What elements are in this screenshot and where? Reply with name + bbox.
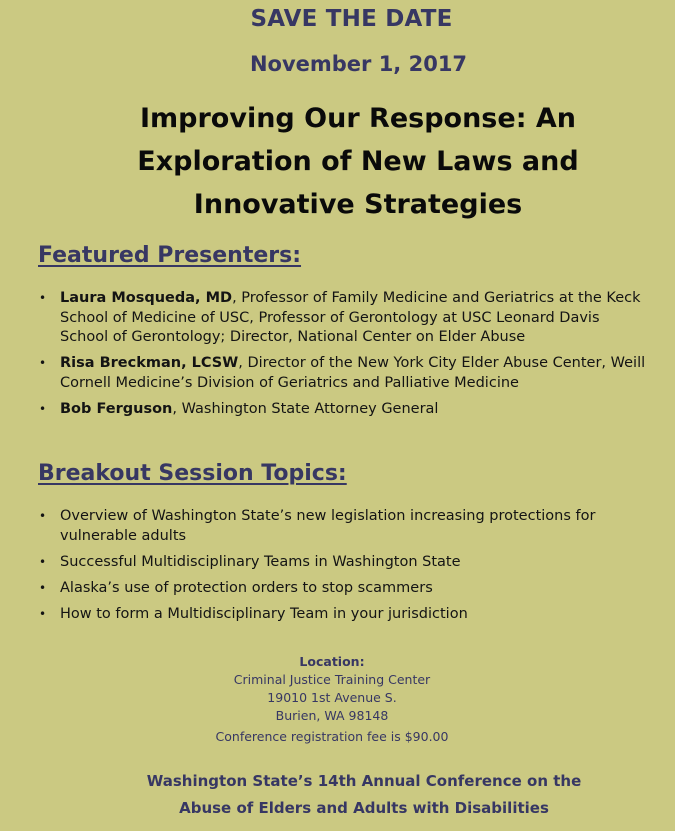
location-venue: Criminal Justice Training Center <box>233 672 431 687</box>
presenter-list <box>36 289 646 426</box>
location-city: Burien, WA 98148 <box>275 708 389 723</box>
save-the-date-heading: SAVE THE DATE <box>250 6 453 32</box>
event-title-line-2: Exploration of New Laws and <box>137 146 579 177</box>
presenter-item <box>36 289 646 348</box>
presenter-description: , Director of the New York City Elder Abuse Center, Weill Cornell Medicine’s Division of Geriatrics and Palliative Medicine <box>60 355 646 391</box>
location-label: Location: <box>299 654 365 669</box>
featured-presenters-heading: Featured Presenters: <box>38 243 302 268</box>
presenter-item <box>36 400 646 420</box>
conference-name-line-1: Washington State’s 14th Annual Conference on the <box>146 772 582 790</box>
bullet-icon: • <box>39 291 47 305</box>
location-block <box>0 653 664 725</box>
bullet-icon: • <box>39 356 47 370</box>
conference-name <box>0 768 675 822</box>
bullet-icon: • <box>39 509 47 523</box>
topic-text: Overview of Washington State’s new legislation increasing protections for vulnerable adults <box>60 508 596 544</box>
breakout-topics-heading: Breakout Session Topics: <box>38 461 347 486</box>
topic-text: Successful Multidisciplinary Teams in Washington State <box>60 553 461 570</box>
topic-item <box>36 579 646 599</box>
bullet-icon: • <box>39 606 47 621</box>
bullet-icon: • <box>39 580 47 595</box>
event-title-line-1: Improving Our Response: An <box>139 103 577 134</box>
presenter-description: , Washington State Attorney General <box>172 400 439 417</box>
event-title <box>100 97 616 226</box>
event-title-line-3: Innovative Strategies <box>193 189 523 220</box>
topic-item <box>36 605 646 625</box>
topic-item <box>36 507 646 546</box>
location-street: 19010 1st Avenue S. <box>267 690 397 705</box>
topic-text: How to form a Multidisciplinary Team in your jurisdiction <box>60 605 468 622</box>
topic-text: Alaska’s use of protection orders to stop scammers <box>60 579 433 596</box>
presenter-description: , Professor of Family Medicine and Geriatrics at the Keck School of Medicine of USC, Professor of Gerontology at USC Leonard Davis School of Gerontology; Director, National Center on Elder Abuse <box>60 290 641 345</box>
event-date: November 1, 2017 <box>249 52 468 76</box>
bullet-icon: • <box>39 554 47 569</box>
presenter-name: Bob Ferguson <box>60 400 173 417</box>
presenter-name: Laura Mosqueda, MD <box>60 290 233 306</box>
topic-list <box>36 507 646 631</box>
presenter-name: Risa Breckman, LCSW <box>60 355 239 371</box>
conference-name-line-2: Abuse of Elders and Adults with Disabilities <box>179 799 549 817</box>
bullet-icon: • <box>39 401 47 416</box>
presenter-item <box>36 354 646 393</box>
registration-fee: Conference registration fee is $90.00 <box>215 729 449 744</box>
topic-item <box>36 553 646 573</box>
